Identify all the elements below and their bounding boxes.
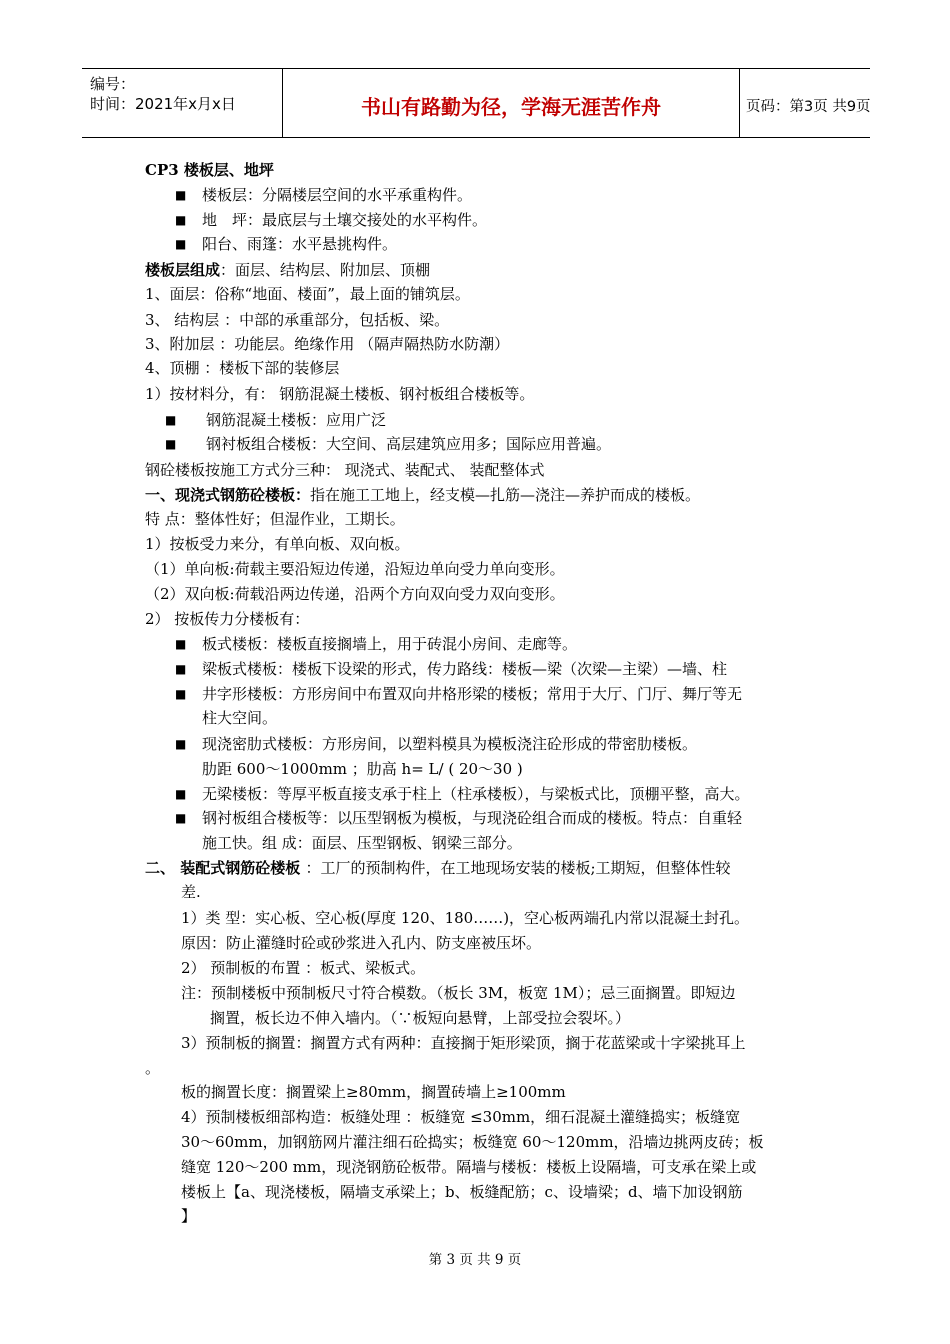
line-text: ：面层、结构层、附加层、顶棚 — [220, 261, 431, 279]
bold-heading: 二、 装配式钢筋砼楼板 — [145, 859, 306, 877]
text-line — [181, 1033, 746, 1053]
line-text: 缝宽 120～200 mm，现浇钢筋砼板带。隔墙与楼板：楼板上设隔墙，可支承在梁上或 — [181, 1158, 757, 1176]
text-line — [181, 958, 425, 978]
line-text: 无梁楼板：等厚平板直接支承于柱上（柱承楼板），与梁板式比，顶棚平整，高大。 — [202, 785, 750, 803]
text-line — [145, 509, 405, 529]
bullet-icon: ■ — [165, 413, 177, 427]
text-line — [145, 609, 309, 629]
line-text: 板的搁置长度：搁置梁上≥80mm，搁置砖墙上≥100mm — [181, 1083, 566, 1101]
line-text: 指在施工工地上，经支模—扎筋—浇注—养护而成的楼板。 — [310, 486, 701, 504]
line-text: 搁置，板长边不伸入墙内。（∵板短向悬臂，上部受拉会裂坏。） — [210, 1009, 631, 1027]
text-line — [181, 882, 201, 902]
header-page-cell — [738, 69, 870, 137]
bullet-icon: ■ — [175, 811, 187, 825]
text-line — [145, 534, 410, 554]
line-text: 1、面层：俗称“地面、楼面”，最上面的铺筑层。 — [145, 285, 470, 303]
bullet-icon: ■ — [175, 188, 187, 202]
line-text: 肋距 600～1000mm ；肋高 h= L/ ( 20～30 ) — [202, 760, 523, 778]
text-line — [202, 833, 522, 853]
text-line — [145, 384, 534, 404]
text-line — [202, 659, 727, 679]
text-line — [202, 759, 523, 779]
text-line — [145, 584, 565, 604]
text-line — [145, 485, 700, 505]
text-line — [145, 559, 565, 579]
text-line — [206, 410, 386, 430]
bold-heading: 楼板层组成 — [145, 261, 221, 279]
text-line — [145, 260, 430, 280]
bullet-icon: ■ — [175, 737, 187, 751]
line-text: 】 — [181, 1207, 197, 1225]
line-text: 特 点：整体性好；但湿作业，工期长。 — [145, 510, 405, 528]
text-line — [181, 1132, 764, 1152]
line-text: 地 坪：最底层与土壤交接处的水平构件。 — [202, 211, 488, 229]
line-text: 原因：防止灌缝时砼或砂浆进入孔内、防支座被压坏。 — [181, 934, 542, 952]
line-text: 施工快。组 成：面层、压型钢板、钢梁三部分。 — [202, 834, 522, 852]
line-text: 1）类 型：实心板、空心板(厚度 120、180……)，空心板两端孔内常以混凝土封孔。 — [181, 909, 750, 927]
text-line — [181, 1107, 740, 1127]
line-text: 钢衬板组合楼板等：以压型钢板为模板，与现浇砼组合而成的楼板。特点：自重轻 — [202, 809, 743, 827]
line-text: 板式楼板：楼板直接搁墙上，用于砖混小房间、走廊等。 — [202, 635, 578, 653]
text-line — [202, 185, 472, 205]
bullet-icon: ■ — [175, 213, 187, 227]
text-line — [202, 210, 487, 230]
line-text: 。 — [145, 1059, 161, 1077]
line-text: 3）预制板的搁置：搁置方式有两种：直接搁于矩形梁顶，搁于花蓝梁或十字梁挑耳上 — [181, 1034, 746, 1052]
text-line — [145, 284, 470, 304]
text-line — [181, 933, 541, 953]
line-text: 1）按板受力来分，有单向板、双向板。 — [145, 535, 410, 553]
bullet-icon: ■ — [175, 787, 187, 801]
line-text: 楼板上【a、现浇楼板，隔墙支承梁上；b、板缝配筋；c、设墙梁；d、墙下加设钢筋 — [181, 1183, 743, 1201]
text-line — [206, 434, 611, 454]
text-line — [202, 634, 577, 654]
text-line — [202, 734, 697, 754]
text-line — [145, 334, 509, 354]
text-line — [181, 1157, 756, 1177]
bold-heading: CP3 楼板层、地坪 — [145, 161, 274, 179]
line-text: 阳台、雨篷：水平悬挑构件。 — [202, 235, 398, 253]
text-line — [145, 460, 545, 480]
line-text: 3、附加层 ：功能层。绝缘作用 （隔声隔热防水防潮） — [145, 335, 510, 353]
line-text: 钢砼楼板按施工方式分三种： 现浇式、装配式、 装配整体式 — [145, 461, 545, 479]
line-text: ：工厂的预制构件，在工地现场安装的楼板;工期短，但整体性较 — [305, 859, 731, 877]
page-header — [82, 68, 870, 138]
line-text: （1）单向板:荷载主要沿短边传递，沿短边单向受力单向变形。 — [145, 560, 565, 578]
line-text: 4、顶棚 ：楼板下部的装修层 — [145, 359, 340, 377]
line-text: 柱大空间。 — [202, 709, 278, 727]
line-text: 现浇密肋式楼板：方形房间，以塑料模具为模板浇注砼形成的带密肋楼板。 — [202, 735, 698, 753]
line-text: 井字形楼板：方形房间中布置双向井格形梁的楼板；常用于大厅、门厅、舞厅等无 — [202, 685, 743, 703]
text-line — [181, 908, 749, 928]
line-text: 2） 按板传力分楼板有： — [145, 610, 310, 628]
line-text: （2）双向板:荷载沿两边传递，沿两个方向双向受力双向变形。 — [145, 585, 565, 603]
text-line — [181, 1082, 566, 1102]
bold-heading: 一、现浇式钢筋砼楼板： — [145, 486, 311, 504]
text-line — [202, 234, 397, 254]
line-text: 楼板层：分隔楼层空间的水平承重构件。 — [202, 186, 473, 204]
header-motto-cell — [282, 69, 740, 137]
motto-text: 书山有路勤为径，学海无涯苦作舟 — [361, 95, 661, 119]
line-text: 3、 结构层 ：中部的承重部分，包括板、梁。 — [145, 311, 450, 329]
line-text: 4）预制楼板细部构造：板缝处理 ：板缝宽 ≤30mm，细石混凝土灌缝捣实；板缝宽 — [181, 1108, 741, 1126]
text-line — [202, 708, 277, 728]
line-text: 2） 预制板的布置 ：板式、梁板式。 — [181, 959, 426, 977]
number-label: 编号： — [90, 75, 136, 93]
text-line — [145, 310, 449, 330]
line-text: 30～60mm，加钢筋网片灌注细石砼捣实；板缝宽 60～120mm，沿墙边挑两皮砖；板 — [181, 1133, 764, 1151]
line-text: 1）按材料分，有： 钢筋混凝土楼板、钢衬板组合楼板等。 — [145, 385, 535, 403]
line-text: 钢筋混凝土楼板：应用广泛 — [206, 411, 387, 429]
text-line — [202, 808, 742, 828]
text-line — [210, 1008, 630, 1028]
text-line — [202, 784, 750, 804]
bullet-icon: ■ — [175, 637, 187, 651]
text-line — [145, 160, 274, 180]
line-text: 差. — [181, 883, 201, 901]
bullet-icon: ■ — [175, 662, 187, 676]
line-text: 注：预制楼板中预制板尺寸符合模数。（板长 3M，板宽 1M）；忌三面搁置。即短边 — [181, 984, 736, 1002]
text-line — [181, 983, 735, 1003]
line-text: 钢衬板组合楼板：大空间、高层建筑应用多；国际应用普遍。 — [206, 435, 612, 453]
text-line — [181, 1182, 743, 1202]
text-line — [145, 358, 339, 378]
bullet-icon: ■ — [175, 237, 187, 251]
bullet-icon: ■ — [175, 687, 187, 701]
text-line — [145, 1058, 160, 1078]
text-line — [145, 858, 731, 878]
text-line — [181, 1206, 196, 1226]
page-footer: 第 3 页 共 9 页 — [428, 1252, 522, 1268]
text-line — [202, 684, 742, 704]
bullet-icon: ■ — [165, 437, 177, 451]
date-label: 时间：2021年x月x日 — [90, 95, 236, 113]
header-info — [82, 69, 282, 137]
page-label: 页码：第3页 共9页 — [746, 99, 871, 115]
line-text: 梁板式楼板：楼板下设梁的形式，传力路线：楼板—梁（次梁—主梁）—墙、柱 — [202, 660, 728, 678]
